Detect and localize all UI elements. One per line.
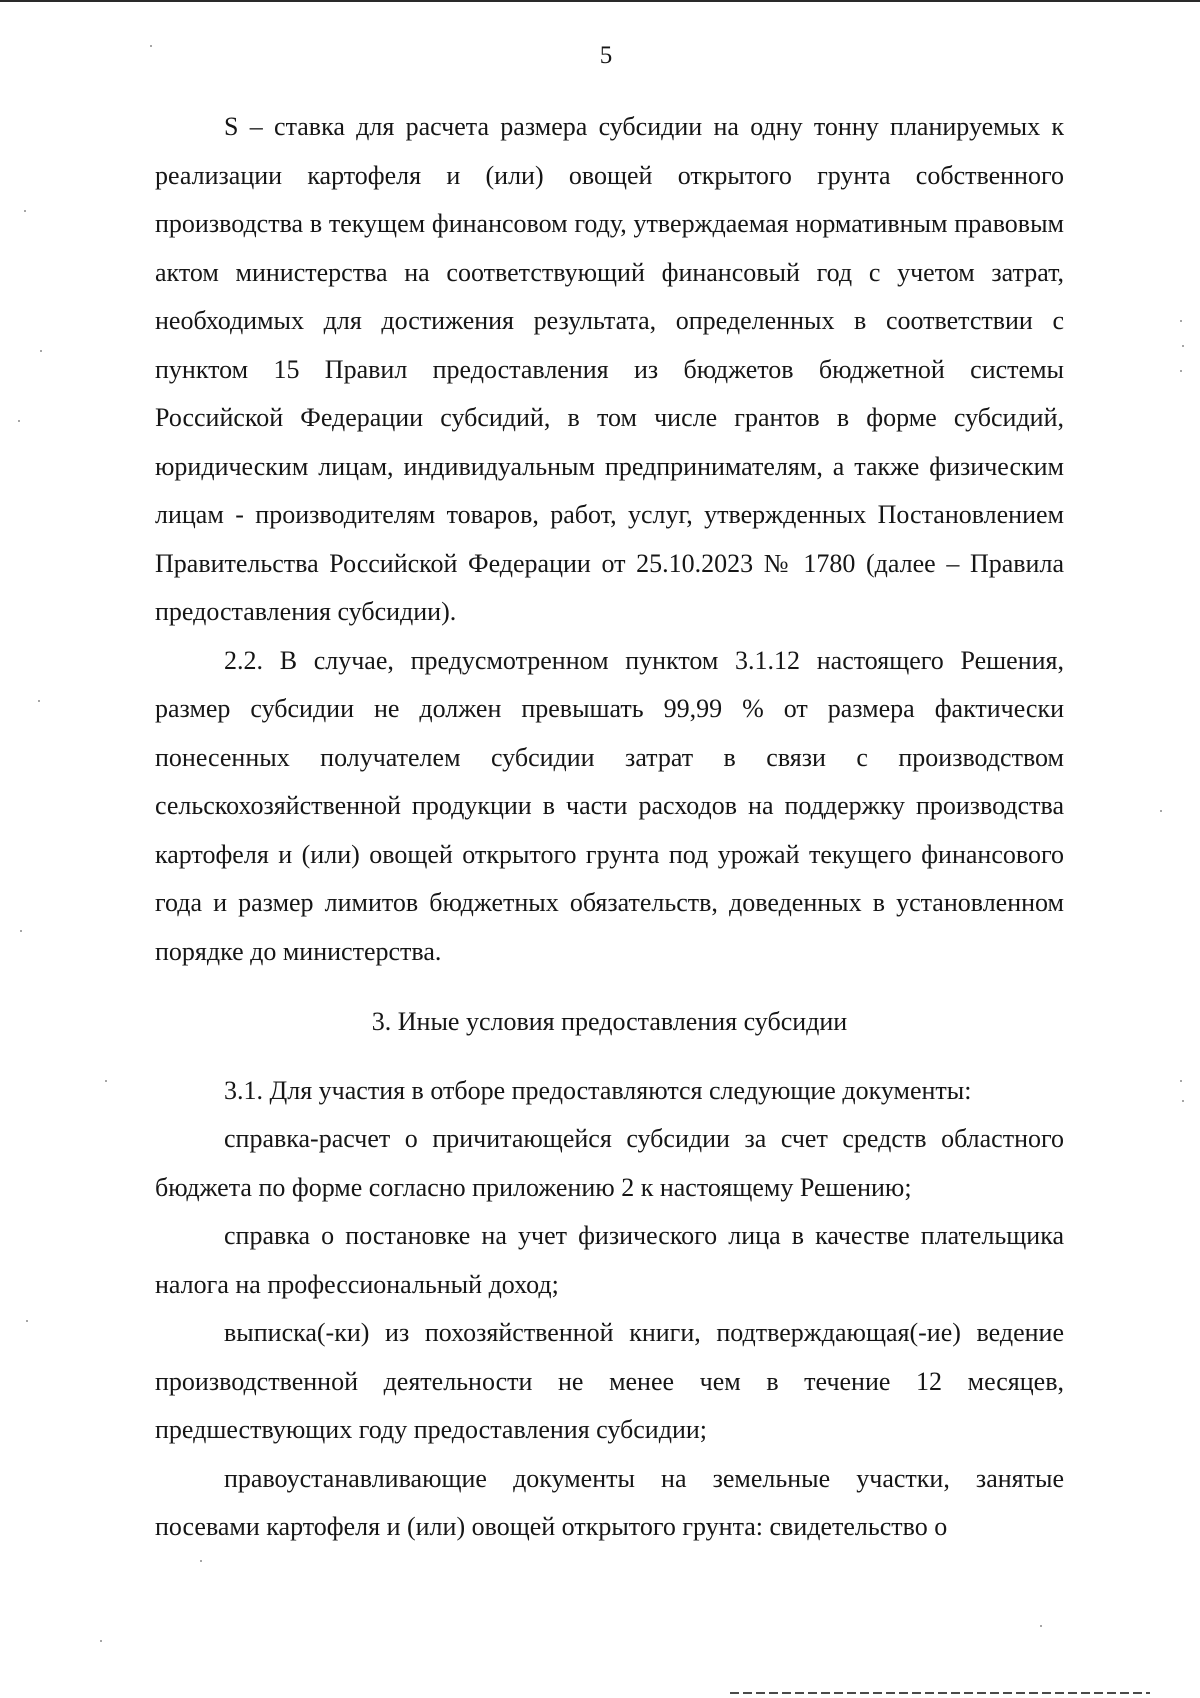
scan-top-edge xyxy=(0,0,1200,2)
scan-speck xyxy=(18,420,20,422)
scan-speck xyxy=(105,1080,107,1082)
list-item-household-book-extract: выписка(-ки) из похозяйственной книги, подтверждающая(-ие) ведение производственной деятельности не менее чем в течение 12 месяцев, предшествующих году предоставления субсидии; xyxy=(155,1318,1064,1444)
list-item-calculation-certificate: справка-расчет о причитающейся субсидии за счет средств областного бюджета по форме согласно приложению 2 к настоящему Решению; xyxy=(155,1124,1064,1202)
scan-speck xyxy=(20,930,22,932)
scan-speck xyxy=(40,350,42,352)
scan-speck xyxy=(1180,370,1182,372)
document-body xyxy=(155,103,1064,1552)
scan-speck xyxy=(1180,1080,1182,1082)
paragraph-3-1: 3.1. Для участия в отборе предоставляются следующие документы: xyxy=(224,1075,972,1105)
scan-speck xyxy=(1180,320,1182,322)
page-number: 5 xyxy=(599,42,613,69)
scan-speck xyxy=(100,1640,102,1642)
paragraph-2-2: 2.2. В случае, предусмотренном пунктом 3.1.12 настоящего Решения, размер субсидии не должен превышать 99,99 % от размера фактически понесенных получателем субсидии затрат в связи с производством сельскохозяйственной продукции в части расходов на поддержку производства картофеля и (или) овощей открытого грунта под урожай текущего финансового года и размер лимитов бюджетных обязательств, доведенных в установленном порядке до министерства. xyxy=(155,645,1064,966)
list-item-land-documents: правоустанавливающие документы на земельные участки, занятые посевами картофеля и (или) овощей открытого грунта: свидетельство о xyxy=(155,1463,1064,1541)
scan-speck xyxy=(1160,810,1162,812)
scan-speck xyxy=(1182,1100,1184,1102)
scan-speck xyxy=(26,1320,28,1322)
paragraph-rate-definition: S – ставка для расчета размера субсидии на одну тонну планируемых к реализации картофеля и (или) овощей открытого грунта собственного производства в текущем финансовом году, утверждаемая нормативным правовым актом министерства на соответствующий финансовый год с учетом затрат, необходимых для достижения результата, определенных в соответствии с пунктом 15 Правил предоставления из бюджетов бюджетной системы Российской Федерации субсидий, в том числе грантов в форме субсидий, юридическим лицам, индивидуальным предпринимателям, а также физическим лицам - производителям товаров, работ, услуг, утвержденных Постановлением Правительства Российской Федерации от 25.10.2023 № 1780 (далее – Правила предоставления субсидии). xyxy=(155,112,1064,626)
scan-speck xyxy=(200,1560,202,1562)
scan-speck xyxy=(1182,345,1184,347)
section-heading: 3. Иные условия предоставления субсидии xyxy=(371,1007,848,1036)
scan-speck xyxy=(150,45,152,47)
scan-speck xyxy=(24,210,26,212)
list-item-tax-registration: справка о постановке на учет физического лица в качестве плательщика налога на профессиональный доход; xyxy=(155,1221,1064,1299)
scan-bottom-edge xyxy=(730,1692,1150,1694)
scan-speck xyxy=(38,700,40,702)
scan-speck xyxy=(1040,1625,1042,1627)
